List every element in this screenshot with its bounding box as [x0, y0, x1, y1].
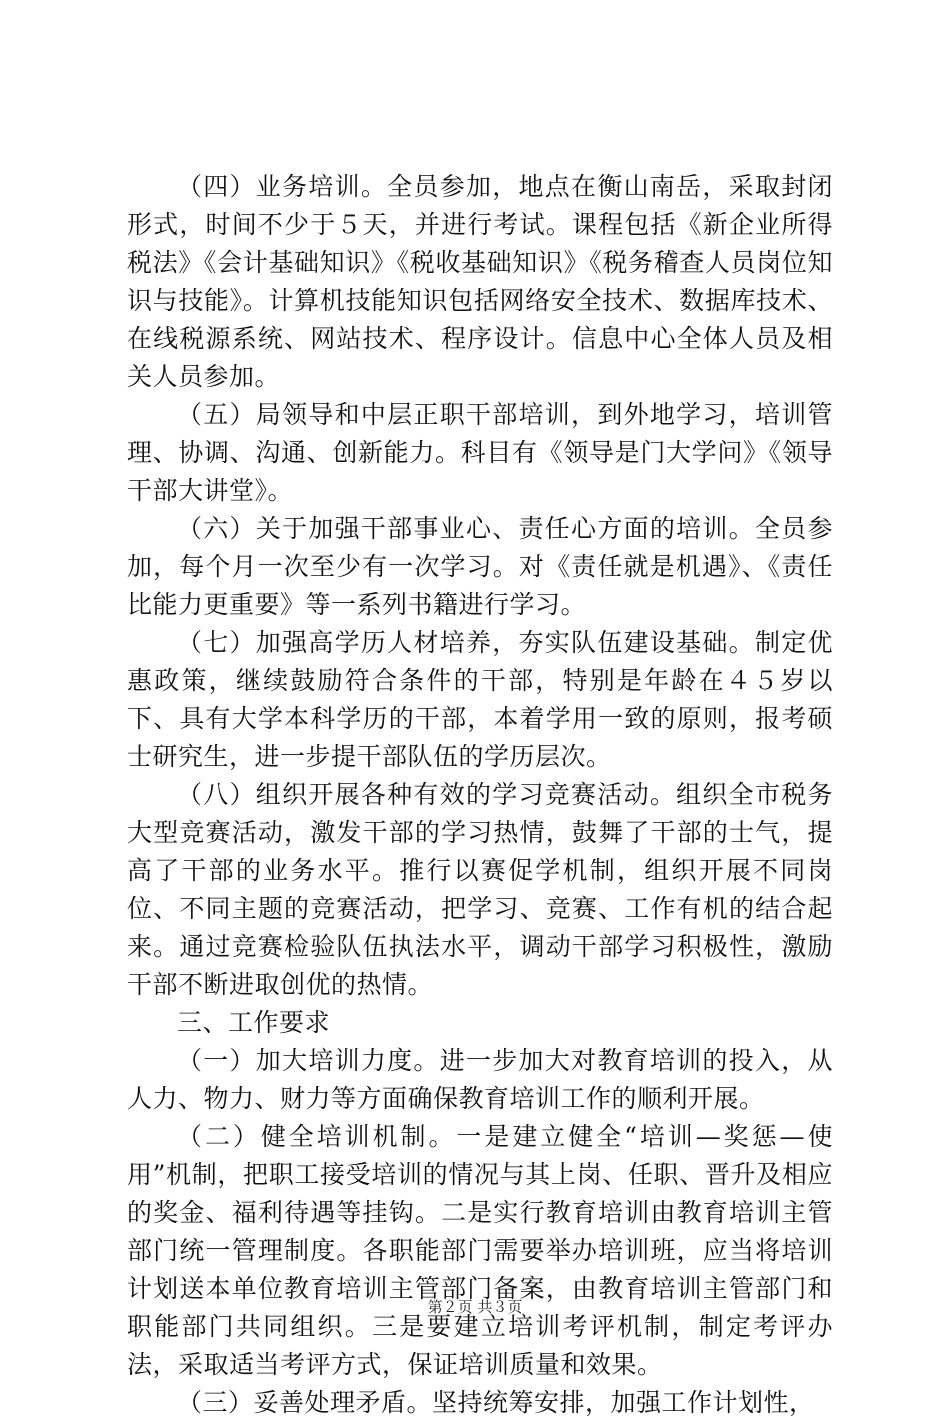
- section-heading-work-requirements: 三、工作要求: [177, 1008, 331, 1037]
- page-number-footer: 第２页 共３页: [427, 1298, 523, 1316]
- paragraph-handle-conflicts: （三）妥善处理矛盾。坚持统筹安排，加强工作计划性，: [177, 1388, 815, 1417]
- paragraph-responsibility-training: （六）关于加强干部事业心、责任心方面的培训。全员参加，每个月一次至少有一次学习。对《责任就是机遇》、《责任比能力更重要》等一系列书籍进行学习。: [127, 514, 833, 619]
- paragraph-training-mechanism: （二）健全培训机制。一是建立健全“培训—奖惩—使用”机制，把职工接受培训的情况与其上岗、任职、晋升及相应的奖金、福利待遇等挂钩。二是实行教育培训由教育培训主管部门统一管理制度。各职能部门需要举办培训班，应当将培训计划送本单位教育培训主管部门备案，由教育培训主管部门和职能部门共同组织。三是要建立培训考评机制，制定考评办法，采取适当考评方式，保证培训质量和效果。: [127, 1122, 833, 1379]
- paragraph-business-training: （四）业务培训。全员参加，地点在衡山南岳，采取封闭形式，时间不少于５天，并进行考试。课程包括《新企业所得税法》《会计基础知识》《税收基础知识》《税务稽查人员岗位知识与技能》。计算机技能知识包括网络安全技术、数据库技术、在线税源系统、网站技术、程序设计。信息中心全体人员及相关人员参加。: [127, 172, 833, 391]
- document-body: [127, 168, 833, 1422]
- paragraph-competition: （八）组织开展各种有效的学习竞赛活动。组织全市税务大型竞赛活动，激发干部的学习热情，鼓舞了干部的士气，提高了干部的业务水平。推行以赛促学机制，组织开展不同岗位、不同主题的竞赛活动，把学习、竞赛、工作有机的结合起来。通过竞赛检验队伍执法水平，调动干部学习积极性，激励干部不断进取创优的热情。: [127, 780, 833, 999]
- paragraph-leader-training: （五）局领导和中层正职干部培训，到外地学习，培训管理、协调、沟通、创新能力。科目有《领导是门大学问》《领导干部大讲堂》。: [127, 400, 833, 505]
- paragraph-training-intensity: （一）加大培训力度。进一步加大对教育培训的投入，从人力、物力、财力等方面确保教育培训工作的顺利开展。: [127, 1046, 833, 1113]
- paragraph-high-education: （七）加强高学历人材培养，夯实队伍建设基础。制定优惠政策，继续鼓励符合条件的干部，特别是年龄在４５岁以下、具有大学本科学历的干部，本着学用一致的原则，报考硕士研究生，进一步提干部队伍的学历层次。: [127, 628, 833, 771]
